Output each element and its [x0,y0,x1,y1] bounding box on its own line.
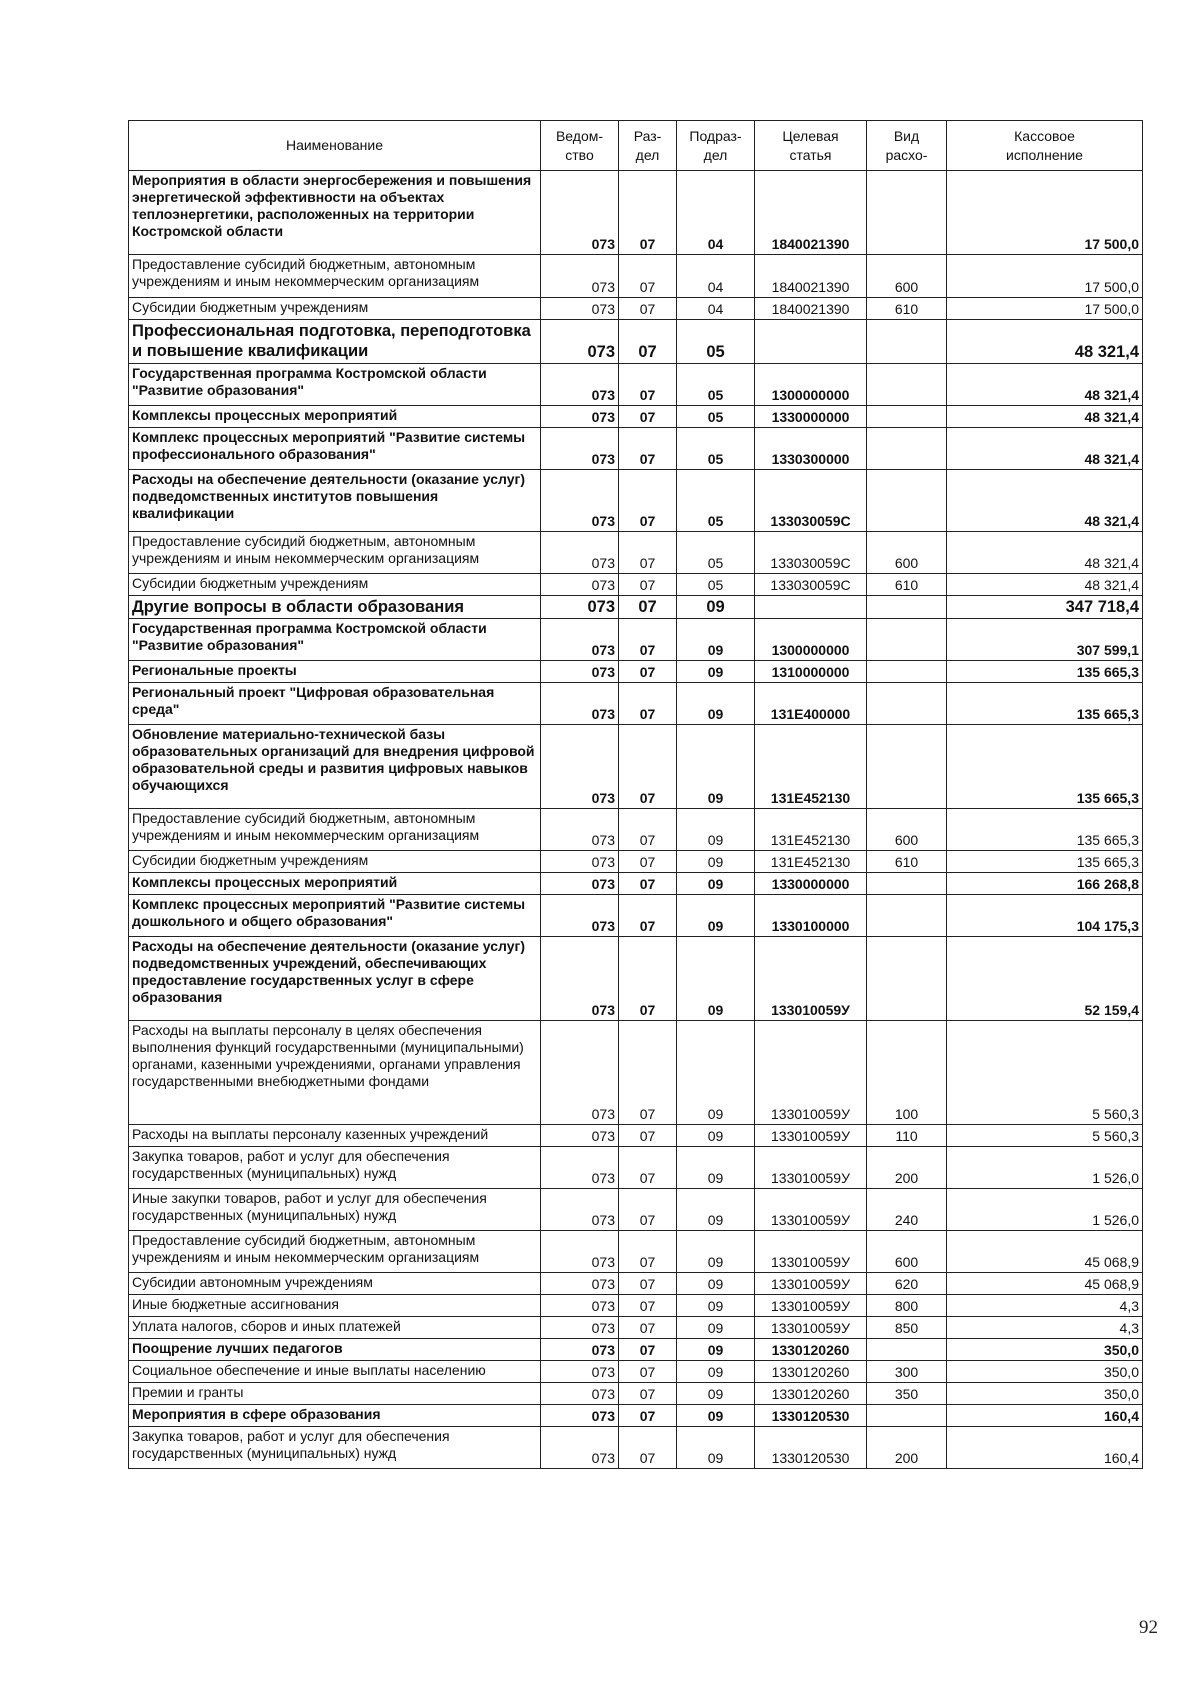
row-razdel: 07 [619,428,677,470]
table-row [129,683,1143,725]
table-row [129,895,1143,937]
row-podrazdel: 05 [677,532,755,574]
table-row [129,1361,1143,1383]
row-name: Мероприятия в сфере образования [129,1405,541,1427]
row-vedomstvo: 073 [541,1383,619,1405]
row-vid-rashodov [867,725,947,809]
row-name: Расходы на обеспечение деятельности (оказание услуг) подведомственных институтов повышения квалификации [129,470,541,532]
row-name: Расходы на выплаты персоналу казенных учреждений [129,1125,541,1147]
row-name: Комплексы процессных мероприятий [129,873,541,895]
row-celevaya-statya: 133010059У [755,1021,867,1125]
row-vedomstvo: 073 [541,873,619,895]
table-row [129,1189,1143,1231]
row-name: Региональный проект "Цифровая образовательная среда" [129,683,541,725]
row-vid-rashodov: 600 [867,1231,947,1273]
row-vedomstvo: 073 [541,1427,619,1469]
row-vedomstvo: 073 [541,937,619,1021]
header-kassovoe-ispolnenie: Кассовое исполнение [947,121,1143,171]
row-kassovoe-ispolnenie: 5 560,3 [947,1021,1143,1125]
table-row [129,1427,1143,1469]
row-vedomstvo: 073 [541,255,619,298]
header-podrazdel: Подраз- дел [677,121,755,171]
row-razdel: 07 [619,661,677,683]
table-row [129,1231,1143,1273]
row-name: Обновление материально-технической базы образовательных организаций для внедрения цифровой образовательной среды и развития цифровых навыков обучающихся [129,725,541,809]
row-vid-rashodov [867,661,947,683]
table-row [129,661,1143,683]
row-vid-rashodov: 200 [867,1147,947,1189]
row-podrazdel: 05 [677,470,755,532]
row-podrazdel: 04 [677,298,755,320]
header-vid-rashodov: Вид расхо- [867,121,947,171]
row-vedomstvo: 073 [541,1231,619,1273]
row-razdel: 07 [619,725,677,809]
row-celevaya-statya: 133010059У [755,1295,867,1317]
row-vid-rashodov [867,895,947,937]
row-vid-rashodov: 620 [867,1273,947,1295]
row-razdel: 07 [619,1361,677,1383]
row-vedomstvo: 073 [541,298,619,320]
row-razdel: 07 [619,1383,677,1405]
row-kassovoe-ispolnenie: 1 526,0 [947,1147,1143,1189]
row-name: Премии и гранты [129,1383,541,1405]
row-vid-rashodov: 600 [867,255,947,298]
page-number: 92 [1139,1617,1158,1638]
row-podrazdel: 09 [677,725,755,809]
row-celevaya-statya: 133010059У [755,1273,867,1295]
row-razdel: 07 [619,1189,677,1231]
row-razdel: 07 [619,532,677,574]
row-vedomstvo: 073 [541,1273,619,1295]
row-vedomstvo: 073 [541,1189,619,1231]
table-row [129,255,1143,298]
row-razdel: 07 [619,1405,677,1427]
row-razdel: 07 [619,1339,677,1361]
row-vedomstvo: 073 [541,809,619,851]
row-celevaya-statya: 1330300000 [755,428,867,470]
row-kassovoe-ispolnenie: 45 068,9 [947,1273,1143,1295]
row-kassovoe-ispolnenie: 48 321,4 [947,574,1143,596]
budget-table [128,120,1143,1469]
row-name: Комплексы процессных мероприятий [129,406,541,428]
header-razdel: Раз- дел [619,121,677,171]
row-name: Субсидии бюджетным учреждениям [129,298,541,320]
table-row [129,1405,1143,1427]
row-podrazdel: 09 [677,895,755,937]
row-name: Расходы на выплаты персоналу в целях обеспечения выполнения функций государственными (муниципальными) органами, казенными учреждениями, органами управления государственными внебюджетными фондами [129,1021,541,1125]
row-kassovoe-ispolnenie: 350,0 [947,1383,1143,1405]
row-name: Предоставление субсидий бюджетным, автономным учреждениям и иным некоммерческим организациям [129,255,541,298]
row-celevaya-statya: 133010059У [755,1231,867,1273]
row-podrazdel: 09 [677,1405,755,1427]
table-row [129,171,1143,255]
row-vedomstvo: 073 [541,1339,619,1361]
row-celevaya-statya: 1840021390 [755,298,867,320]
row-celevaya-statya [755,596,867,619]
row-name: Предоставление субсидий бюджетным, автономным учреждениям и иным некоммерческим организациям [129,1231,541,1273]
row-vid-rashodov [867,171,947,255]
row-kassovoe-ispolnenie: 104 175,3 [947,895,1143,937]
row-name: Иные закупки товаров, работ и услуг для обеспечения государственных (муниципальных) нужд [129,1189,541,1231]
row-celevaya-statya [755,320,867,364]
table-row [129,1021,1143,1125]
row-celevaya-statya: 1330120260 [755,1361,867,1383]
row-vid-rashodov [867,619,947,661]
row-vedomstvo: 073 [541,1317,619,1339]
row-celevaya-statya: 133010059У [755,937,867,1021]
row-name: Социальное обеспечение и иные выплаты населению [129,1361,541,1383]
row-razdel: 07 [619,895,677,937]
row-kassovoe-ispolnenie: 1 526,0 [947,1189,1143,1231]
header-celevaya-statya: Целевая статья [755,121,867,171]
row-vedomstvo: 073 [541,661,619,683]
row-name: Иные бюджетные ассигнования [129,1295,541,1317]
row-kassovoe-ispolnenie: 17 500,0 [947,171,1143,255]
row-name: Другие вопросы в области образования [129,596,541,619]
row-podrazdel: 05 [677,406,755,428]
row-name: Профессиональная подготовка, переподготовка и повышение квалификации [129,320,541,364]
table-row [129,851,1143,873]
row-vid-rashodov: 100 [867,1021,947,1125]
row-name: Поощрение лучших педагогов [129,1339,541,1361]
row-razdel: 07 [619,320,677,364]
table-row [129,619,1143,661]
row-vid-rashodov: 600 [867,809,947,851]
row-podrazdel: 04 [677,255,755,298]
row-vid-rashodov [867,1405,947,1427]
row-kassovoe-ispolnenie: 17 500,0 [947,298,1143,320]
row-razdel: 07 [619,683,677,725]
table-row [129,725,1143,809]
row-celevaya-statya: 1330100000 [755,895,867,937]
row-podrazdel: 09 [677,1361,755,1383]
row-vedomstvo: 073 [541,1021,619,1125]
row-celevaya-statya: 1840021390 [755,255,867,298]
row-vedomstvo: 073 [541,1295,619,1317]
row-vid-rashodov: 610 [867,298,947,320]
row-vid-rashodov: 800 [867,1295,947,1317]
row-celevaya-statya: 133010059У [755,1189,867,1231]
row-vid-rashodov: 600 [867,532,947,574]
table-row [129,1295,1143,1317]
row-vid-rashodov [867,364,947,406]
row-podrazdel: 09 [677,1317,755,1339]
row-podrazdel: 09 [677,1231,755,1273]
row-kassovoe-ispolnenie: 52 159,4 [947,937,1143,1021]
row-podrazdel: 09 [677,937,755,1021]
row-vid-rashodov [867,937,947,1021]
row-celevaya-statya: 1300000000 [755,619,867,661]
row-vid-rashodov: 610 [867,851,947,873]
row-vid-rashodov: 610 [867,574,947,596]
header-vedomstvo: Ведом- ство [541,121,619,171]
row-razdel: 07 [619,574,677,596]
row-razdel: 07 [619,851,677,873]
row-razdel: 07 [619,364,677,406]
row-podrazdel: 09 [677,809,755,851]
row-kassovoe-ispolnenie: 135 665,3 [947,851,1143,873]
row-celevaya-statya: 131Е452130 [755,725,867,809]
table-row [129,1125,1143,1147]
table-row [129,1147,1143,1189]
header-name: Наименование [129,121,541,171]
table-row [129,809,1143,851]
row-vedomstvo: 073 [541,171,619,255]
row-vedomstvo: 073 [541,596,619,619]
table-row [129,532,1143,574]
table-body [129,171,1143,1469]
row-name: Предоставление субсидий бюджетным, автономным учреждениям и иным некоммерческим организациям [129,809,541,851]
row-vedomstvo: 073 [541,895,619,937]
row-podrazdel: 05 [677,428,755,470]
row-kassovoe-ispolnenie: 135 665,3 [947,661,1143,683]
row-vedomstvo: 073 [541,1361,619,1383]
row-celevaya-statya: 1300000000 [755,364,867,406]
row-vid-rashodov [867,428,947,470]
row-podrazdel: 05 [677,574,755,596]
table-row [129,1273,1143,1295]
row-kassovoe-ispolnenie: 48 321,4 [947,470,1143,532]
row-podrazdel: 09 [677,1125,755,1147]
row-podrazdel: 09 [677,851,755,873]
row-celevaya-statya: 1330120260 [755,1383,867,1405]
table-row [129,1383,1143,1405]
row-kassovoe-ispolnenie: 307 599,1 [947,619,1143,661]
row-celevaya-statya: 133030059С [755,470,867,532]
table-row [129,298,1143,320]
budget-sheet [128,120,1142,1469]
row-celevaya-statya: 133010059У [755,1147,867,1189]
row-name: Уплата налогов, сборов и иных платежей [129,1317,541,1339]
row-vid-rashodov: 300 [867,1361,947,1383]
row-vedomstvo: 073 [541,364,619,406]
row-kassovoe-ispolnenie: 135 665,3 [947,683,1143,725]
row-razdel: 07 [619,1317,677,1339]
row-name: Закупка товаров, работ и услуг для обеспечения государственных (муниципальных) нужд [129,1427,541,1469]
row-kassovoe-ispolnenie: 17 500,0 [947,255,1143,298]
row-podrazdel: 04 [677,171,755,255]
row-vedomstvo: 073 [541,1147,619,1189]
row-celevaya-statya: 133010059У [755,1125,867,1147]
row-vid-rashodov [867,320,947,364]
row-podrazdel: 09 [677,1147,755,1189]
row-name: Закупка товаров, работ и услуг для обеспечения государственных (муниципальных) нужд [129,1147,541,1189]
row-kassovoe-ispolnenie: 4,3 [947,1295,1143,1317]
table-row [129,873,1143,895]
row-vid-rashodov: 240 [867,1189,947,1231]
row-podrazdel: 09 [677,873,755,895]
row-vedomstvo: 073 [541,428,619,470]
row-vid-rashodov: 110 [867,1125,947,1147]
table-row [129,1339,1143,1361]
row-name: Государственная программа Костромской области "Развитие образования" [129,619,541,661]
row-razdel: 07 [619,255,677,298]
row-razdel: 07 [619,1021,677,1125]
row-name: Мероприятия в области энергосбережения и повышения энергетической эффективности на объектах теплоэнергетики, расположенных на территории Костромской области [129,171,541,255]
row-name: Региональные проекты [129,661,541,683]
row-podrazdel: 09 [677,596,755,619]
row-vid-rashodov [867,873,947,895]
row-vedomstvo: 073 [541,619,619,661]
row-podrazdel: 09 [677,683,755,725]
row-vedomstvo: 073 [541,725,619,809]
row-podrazdel: 09 [677,1273,755,1295]
row-celevaya-statya: 131Е452130 [755,851,867,873]
row-celevaya-statya: 1330000000 [755,406,867,428]
row-name: Субсидии бюджетным учреждениям [129,574,541,596]
row-kassovoe-ispolnenie: 48 321,4 [947,364,1143,406]
row-vedomstvo: 073 [541,406,619,428]
table-row [129,320,1143,364]
row-vedomstvo: 073 [541,470,619,532]
row-razdel: 07 [619,1427,677,1469]
row-celevaya-statya: 133030059С [755,532,867,574]
row-podrazdel: 05 [677,364,755,406]
row-vid-rashodov: 350 [867,1383,947,1405]
row-name: Комплекс процессных мероприятий "Развитие системы профессионального образования" [129,428,541,470]
row-kassovoe-ispolnenie: 135 665,3 [947,725,1143,809]
row-vedomstvo: 073 [541,1125,619,1147]
row-vedomstvo: 073 [541,683,619,725]
row-kassovoe-ispolnenie: 48 321,4 [947,428,1143,470]
row-razdel: 07 [619,619,677,661]
row-kassovoe-ispolnenie: 160,4 [947,1427,1143,1469]
row-podrazdel: 09 [677,1427,755,1469]
row-razdel: 07 [619,171,677,255]
row-podrazdel: 09 [677,1295,755,1317]
row-celevaya-statya: 131Е452130 [755,809,867,851]
row-name: Государственная программа Костромской области "Развитие образования" [129,364,541,406]
row-razdel: 07 [619,406,677,428]
row-kassovoe-ispolnenie: 350,0 [947,1361,1143,1383]
row-razdel: 07 [619,1147,677,1189]
row-kassovoe-ispolnenie: 135 665,3 [947,809,1143,851]
row-celevaya-statya: 133010059У [755,1317,867,1339]
row-celevaya-statya: 1310000000 [755,661,867,683]
row-vid-rashodov [867,596,947,619]
header-row [129,121,1143,171]
table-row [129,937,1143,1021]
row-kassovoe-ispolnenie: 160,4 [947,1405,1143,1427]
row-kassovoe-ispolnenie: 45 068,9 [947,1231,1143,1273]
table-row [129,406,1143,428]
row-kassovoe-ispolnenie: 5 560,3 [947,1125,1143,1147]
row-vid-rashodov: 850 [867,1317,947,1339]
row-name: Комплекс процессных мероприятий "Развитие системы дошкольного и общего образования" [129,895,541,937]
table-row [129,574,1143,596]
row-vedomstvo: 073 [541,574,619,596]
row-celevaya-statya: 1330120530 [755,1427,867,1469]
row-kassovoe-ispolnenie: 48 321,4 [947,532,1143,574]
row-kassovoe-ispolnenie: 166 268,8 [947,873,1143,895]
row-name: Предоставление субсидий бюджетным, автономным учреждениям и иным некоммерческим организациям [129,532,541,574]
row-razdel: 07 [619,470,677,532]
row-podrazdel: 09 [677,1339,755,1361]
table-row [129,364,1143,406]
row-celevaya-statya: 131Е400000 [755,683,867,725]
row-razdel: 07 [619,937,677,1021]
row-razdel: 07 [619,298,677,320]
row-celevaya-statya: 1840021390 [755,171,867,255]
row-podrazdel: 09 [677,661,755,683]
row-razdel: 07 [619,1273,677,1295]
row-kassovoe-ispolnenie: 347 718,4 [947,596,1143,619]
row-kassovoe-ispolnenie: 350,0 [947,1339,1143,1361]
row-razdel: 07 [619,596,677,619]
row-razdel: 07 [619,809,677,851]
row-razdel: 07 [619,1231,677,1273]
row-kassovoe-ispolnenie: 48 321,4 [947,320,1143,364]
row-vedomstvo: 073 [541,532,619,574]
row-razdel: 07 [619,1295,677,1317]
row-celevaya-statya: 133030059С [755,574,867,596]
row-name: Расходы на обеспечение деятельности (оказание услуг) подведомственных учреждений, обеспечивающих предоставление государственных услуг в сфере образования [129,937,541,1021]
row-podrazdel: 09 [677,619,755,661]
row-podrazdel: 05 [677,320,755,364]
row-kassovoe-ispolnenie: 4,3 [947,1317,1143,1339]
row-vid-rashodov: 200 [867,1427,947,1469]
row-name: Субсидии бюджетным учреждениям [129,851,541,873]
row-vid-rashodov [867,470,947,532]
row-name: Субсидии автономным учреждениям [129,1273,541,1295]
table-row [129,1317,1143,1339]
row-vedomstvo: 073 [541,851,619,873]
row-vid-rashodov [867,406,947,428]
row-podrazdel: 09 [677,1021,755,1125]
row-razdel: 07 [619,1125,677,1147]
row-celevaya-statya: 1330000000 [755,873,867,895]
row-vedomstvo: 073 [541,320,619,364]
row-vedomstvo: 073 [541,1405,619,1427]
table-row [129,596,1143,619]
row-vid-rashodov [867,1339,947,1361]
row-razdel: 07 [619,873,677,895]
table-row [129,428,1143,470]
row-podrazdel: 09 [677,1189,755,1231]
row-vid-rashodov [867,683,947,725]
row-podrazdel: 09 [677,1383,755,1405]
row-kassovoe-ispolnenie: 48 321,4 [947,406,1143,428]
row-celevaya-statya: 1330120530 [755,1405,867,1427]
row-celevaya-statya: 1330120260 [755,1339,867,1361]
table-row [129,470,1143,532]
